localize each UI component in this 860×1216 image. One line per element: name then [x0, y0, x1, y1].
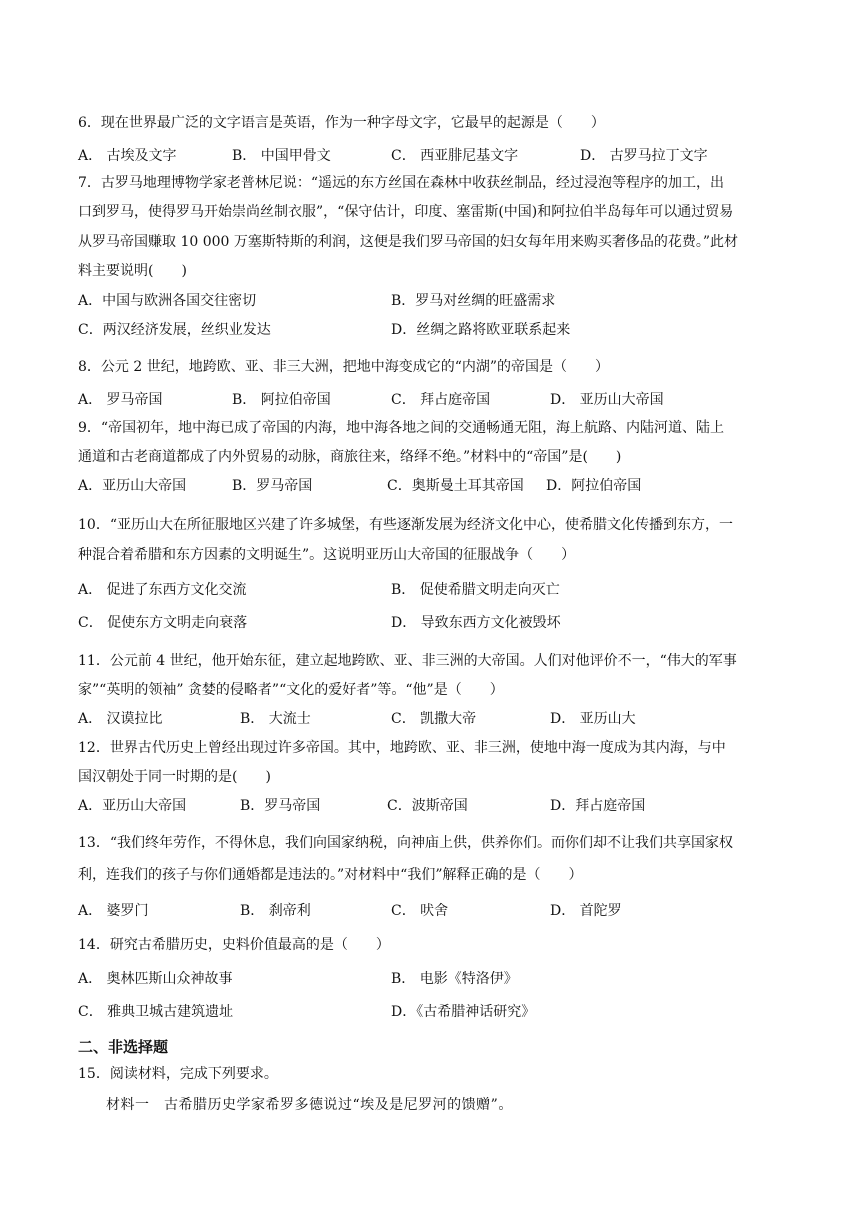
question-7-option-d: D．丝绸之路将欧亚联系起来	[391, 322, 571, 338]
question-10-option-c: C． 促使东方文明走向衰落	[78, 615, 248, 631]
question-7-line-4: 料主要说明( )	[78, 263, 187, 279]
question-11-option-b: B． 大流士	[240, 711, 311, 727]
section-heading: 二、非选择题	[78, 1038, 169, 1056]
question-7-line-1: 7．古罗马地理博物学家老普林尼说：“遥远的东方丝国在森林中收获丝制品，经过浸泡等程序的加工，出	[78, 175, 725, 191]
question-14-option-b: B． 电影《特洛伊》	[391, 971, 518, 987]
question-14-option-d: D．《古希腊神话研究》	[391, 1004, 536, 1020]
material-1: 材料一 古希腊历史学家希罗多德说过“埃及是尼罗河的馈赠”。	[106, 1097, 513, 1113]
question-6-option-a: A． 古埃及文字	[78, 148, 177, 164]
question-8-option-a: A． 罗马帝国	[78, 392, 163, 408]
question-9-option-b: B．罗马帝国	[232, 478, 313, 494]
question-14-stem: 14．研究古希腊历史，史料价值最高的是（ ）	[78, 937, 390, 953]
question-12-option-d: D．拜占庭帝国	[550, 798, 646, 814]
question-13-line-2: 利，连我们的孩子与你们通婚都是违法的。”对材料中“我们”解释正确的是（ ）	[78, 867, 583, 883]
question-9-option-a: A．亚历山大帝国	[78, 478, 187, 494]
question-13-option-b: B． 刹帝利	[240, 903, 311, 919]
question-7-option-a: A．中国与欧洲各国交往密切	[78, 293, 257, 309]
question-12-line-1: 12．世界古代历史上曾经出现过许多帝国。其中，地跨欧、亚、非三洲，使地中海一度成为其内海，与中	[78, 740, 726, 756]
question-11-option-d: D． 亚历山大	[550, 711, 636, 727]
question-10-option-b: B． 促使希腊文明走向灭亡	[391, 582, 560, 598]
question-11-line-1: 11．公元前 4 世纪，他开始东征，建立起地跨欧、亚、非三洲的大帝国。人们对他评价不一，“伟大的军事	[78, 653, 737, 669]
question-12-option-a: A．亚历山大帝国	[78, 798, 187, 814]
question-9-line-1: 9．“帝国初年，地中海已成了帝国的内海，地中海各地之间的交通畅通无阻，海上航路、内陆河道、陆上	[78, 420, 725, 436]
question-10-line-2: 种混合着希腊和东方因素的文明诞生”。这说明亚历山大帝国的征服战争（ ）	[78, 547, 576, 563]
question-6-stem: 6．现在世界最广泛的文字语言是英语，作为一种字母文字，它最早的起源是（ ）	[78, 115, 605, 131]
question-7-line-3: 从罗马帝国赚取 10 000 万塞斯特斯的利润，这便是我们罗马帝国的妇女每年用来购买奢侈品的花费。”此材	[78, 234, 739, 250]
question-9-option-d: D．阿拉伯帝国	[546, 478, 642, 494]
question-7-line-2: 口到罗马，使得罗马开始崇尚丝制衣服”，“保守估计，印度、塞雷斯(中国)和阿拉伯半岛每年可以通过贸易	[78, 204, 734, 220]
question-15-stem: 15．阅读材料，完成下列要求。	[78, 1066, 278, 1082]
question-12-line-2: 国汉朝处于同一时期的是( )	[78, 769, 271, 785]
question-8-option-b: B． 阿拉伯帝国	[232, 392, 331, 408]
question-10-option-d: D． 导致东西方文化被毁坏	[391, 615, 561, 631]
question-14-option-a: A． 奥林匹斯山众神故事	[78, 971, 233, 987]
question-13-option-c: C． 吠舍	[391, 903, 449, 919]
question-7-option-b: B．罗马对丝绸的旺盛需求	[391, 293, 556, 309]
question-13-option-a: A． 婆罗门	[78, 903, 149, 919]
question-12-option-b: B．罗马帝国	[240, 798, 321, 814]
question-8-option-d: D． 亚历山大帝国	[550, 392, 664, 408]
question-11-option-a: A． 汉谟拉比	[78, 711, 163, 727]
question-9-line-2: 通道和古老商道都成了内外贸易的动脉，商旅往来，络绎不绝。”材料中的“帝国”是( )	[78, 449, 622, 465]
question-14-option-c: C． 雅典卫城古建筑遗址	[78, 1004, 234, 1020]
question-8-option-c: C． 拜占庭帝国	[391, 392, 491, 408]
question-7-option-c: C．两汉经济发展，丝织业发达	[78, 322, 271, 338]
question-10-line-1: 10．“亚历山大在所征服地区兴建了许多城堡，有些逐渐发展为经济文化中心，使希腊文化传播到东方，一	[78, 517, 733, 533]
question-13-line-1: 13．“我们终年劳作，不得休息，我们向国家纳税，向神庙上供，供养你们。而你们却不让我们共享国家权	[78, 835, 733, 851]
question-6-option-b: B． 中国甲骨文	[232, 148, 331, 164]
question-8-stem: 8．公元 2 世纪，地跨欧、亚、非三大洲，把地中海变成它的“内湖”的帝国是（ ）	[78, 359, 610, 375]
question-10-option-a: A． 促进了东西方文化交流	[78, 582, 247, 598]
question-6-option-c: C． 西亚腓尼基文字	[391, 148, 519, 164]
question-6-option-d: D． 古罗马拉丁文字	[580, 148, 708, 164]
question-11-option-c: C． 凯撒大帝	[391, 711, 477, 727]
question-13-option-d: D． 首陀罗	[550, 903, 622, 919]
question-11-line-2: 家”“英明的领袖” 贪婪的侵略者”“文化的爱好者”等。“他”是（ ）	[78, 682, 504, 698]
question-9-option-c: C．奥斯曼土耳其帝国	[387, 478, 524, 494]
question-12-option-c: C．波斯帝国	[387, 798, 468, 814]
